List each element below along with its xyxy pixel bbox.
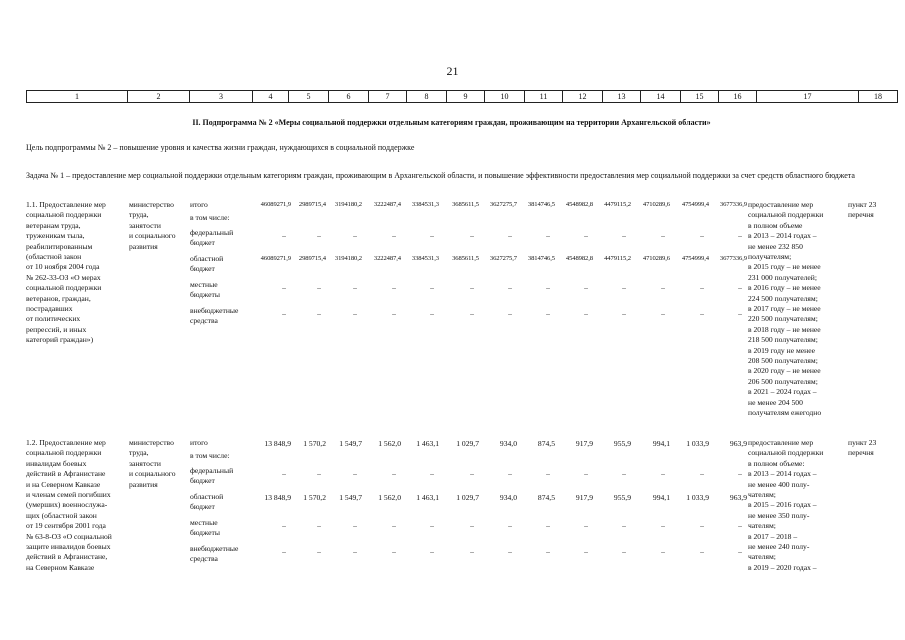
empty-value-dash: – — [392, 547, 396, 556]
task-description: Задача № 1 – предоставление мер социальной поддержки отдельным категориям граждан, проживающим в Архангельской области, и повышение эффективности предоставления мер социальной поддержки за счет средств областного бюджета — [26, 171, 855, 180]
funding-source-line: местные — [190, 280, 218, 289]
column-number-2: 2 — [128, 91, 190, 103]
empty-value-dash: – — [317, 283, 321, 292]
measure-name-line: социальной поддержки — [26, 448, 102, 458]
empty-value-dash: – — [470, 521, 474, 530]
expected-result-line: получателям ежегодно — [748, 408, 822, 417]
funding-value: 1 549,7 — [339, 439, 362, 448]
empty-value-dash: – — [430, 469, 434, 478]
empty-value-dash: – — [508, 231, 512, 240]
empty-value-dash: – — [470, 309, 474, 318]
funding-value: 963,9 — [729, 439, 747, 448]
empty-value-dash: – — [353, 231, 357, 240]
measure-name-line: № 63-8-ОЗ «О социальной — [26, 531, 112, 541]
expected-result-line: чателям; — [748, 521, 776, 531]
funding-value: 1 549,7 — [339, 493, 362, 502]
measure-name-line: 1.2. Предоставление мер — [26, 438, 106, 447]
empty-value-dash: – — [470, 547, 474, 556]
funding-value: 4710289,6 — [642, 255, 670, 262]
empty-value-dash: – — [353, 309, 357, 318]
funding-value: 13 848,9 — [264, 493, 291, 502]
executor-line: министерство — [129, 438, 174, 447]
funding-source-line: бюджеты — [190, 290, 220, 300]
expected-result-line: 220 500 получателям; — [748, 314, 818, 324]
column-number-4: 4 — [253, 91, 289, 103]
empty-value-dash: – — [353, 521, 357, 530]
funding-source-line: бюджет — [190, 502, 215, 512]
expected-result-line: в 2016 году – не менее — [748, 283, 821, 293]
expected-result-line: 224 500 получателям; — [748, 293, 818, 303]
subprogram-title: II. Подпрограмма № 2 «Меры социальной поддержки отдельным категориям граждан, проживающим на территории Архангельской области» — [192, 118, 711, 127]
empty-value-dash: – — [546, 469, 550, 478]
funding-value: 2989715,4 — [298, 255, 326, 262]
empty-value-dash: – — [392, 469, 396, 478]
expected-result-line: 208 500 получателям; — [748, 356, 818, 365]
empty-value-dash: – — [392, 309, 396, 318]
funding-value: 955,9 — [613, 439, 631, 448]
funding-value: 3685611,5 — [452, 201, 479, 208]
funding-source-line: в том числе: — [190, 213, 230, 222]
column-number-11: 11 — [525, 91, 563, 103]
measure-name-line: и членам семей погибших — [26, 490, 111, 499]
funding-source-line: местные — [190, 518, 218, 527]
funding-value: 917,9 — [575, 439, 593, 448]
funding-source-line: итого — [190, 438, 208, 447]
measure-name-line: защите инвалидов боевых — [26, 542, 111, 551]
funding-value: 994,1 — [652, 493, 670, 502]
empty-value-dash: – — [317, 547, 321, 556]
empty-value-dash: – — [700, 309, 704, 318]
empty-value-dash: – — [661, 231, 665, 240]
empty-value-dash: – — [546, 547, 550, 556]
funding-value: 934,0 — [499, 439, 517, 448]
measure-name-line: № 262-33-ОЗ «О мерах — [26, 272, 101, 282]
column-number-8: 8 — [407, 91, 447, 103]
empty-value-dash: – — [700, 469, 704, 478]
funding-value: 1 570,2 — [303, 493, 326, 502]
expected-result-line: в 2015 году – не менее — [748, 262, 821, 272]
reference-line: перечня — [848, 210, 874, 220]
empty-value-dash: – — [584, 309, 588, 318]
empty-value-dash: – — [700, 547, 704, 556]
empty-value-dash: – — [392, 521, 396, 530]
executor-line: занятости — [129, 220, 161, 230]
column-number-15: 15 — [681, 91, 719, 103]
funding-source-line: федеральный — [190, 228, 234, 237]
column-number-6: 6 — [329, 91, 369, 103]
reference-line: пункт 23 — [848, 200, 877, 209]
column-number-14: 14 — [641, 91, 681, 103]
executor-line: развития — [129, 241, 158, 251]
empty-value-dash: – — [622, 521, 626, 530]
column-number-header — [26, 90, 898, 103]
funding-value: 3685611,5 — [452, 255, 479, 262]
empty-value-dash: – — [700, 521, 704, 530]
funding-source-line: средства — [190, 554, 218, 564]
empty-value-dash: – — [282, 547, 286, 556]
measure-name-line: от 19 сентября 2001 года — [26, 521, 106, 531]
column-number-16: 16 — [719, 91, 757, 103]
empty-value-dash: – — [317, 309, 321, 318]
expected-result-line: в 2017 году – не менее — [748, 304, 821, 313]
funding-source-line: итого — [190, 200, 208, 209]
funding-value: 46089271,9 — [260, 255, 291, 262]
expected-result-line: получателям; — [748, 252, 792, 261]
expected-result-line: предоставление мер — [748, 438, 814, 447]
funding-source-line: федеральный — [190, 466, 234, 475]
funding-value: 4548982,8 — [565, 201, 593, 208]
reference-line: перечня — [848, 448, 874, 458]
funding-source-line: в том числе: — [190, 451, 230, 460]
empty-value-dash: – — [282, 283, 286, 292]
funding-source-line: внебюджетные — [190, 544, 239, 553]
empty-value-dash: – — [508, 309, 512, 318]
measure-name-line: реабилитированным — [26, 241, 93, 251]
funding-value: 874,5 — [537, 493, 555, 502]
empty-value-dash: – — [546, 283, 550, 292]
funding-value: 3814746,5 — [527, 201, 555, 208]
funding-value: 46089271,9 — [260, 201, 291, 208]
funding-value: 1 033,9 — [686, 493, 709, 502]
column-number-18: 18 — [859, 91, 898, 103]
empty-value-dash: – — [508, 521, 512, 530]
empty-value-dash: – — [430, 521, 434, 530]
empty-value-dash: – — [392, 231, 396, 240]
empty-value-dash: – — [661, 521, 665, 530]
empty-value-dash: – — [470, 283, 474, 292]
empty-value-dash: – — [622, 231, 626, 240]
empty-value-dash: – — [622, 547, 626, 556]
empty-value-dash: – — [738, 469, 742, 478]
measure-name-line: социальной поддержки — [26, 210, 102, 220]
empty-value-dash: – — [546, 309, 550, 318]
funding-value: 3677336,9 — [719, 201, 747, 208]
empty-value-dash: – — [430, 283, 434, 292]
funding-value: 994,1 — [652, 439, 670, 448]
measure-name-line: инвалидам боевых — [26, 458, 87, 468]
column-number-9: 9 — [447, 91, 485, 103]
empty-value-dash: – — [738, 309, 742, 318]
empty-value-dash: – — [584, 521, 588, 530]
column-number-17: 17 — [757, 91, 859, 103]
funding-source-line: внебюджетные — [190, 306, 239, 315]
empty-value-dash: – — [738, 283, 742, 292]
measure-name-line: ветеранам труда, — [26, 220, 81, 230]
funding-source-line: бюджет — [190, 238, 215, 248]
funding-source-line: областной — [190, 492, 224, 501]
empty-value-dash: – — [317, 521, 321, 530]
empty-value-dash: – — [430, 547, 434, 556]
column-number-10: 10 — [485, 91, 525, 103]
empty-value-dash: – — [661, 547, 665, 556]
funding-value: 2989715,4 — [298, 201, 326, 208]
page-number: 21 — [446, 64, 459, 78]
empty-value-dash: – — [546, 231, 550, 240]
empty-value-dash: – — [282, 521, 286, 530]
funding-value: 874,5 — [537, 439, 555, 448]
empty-value-dash: – — [584, 469, 588, 478]
empty-value-dash: – — [470, 469, 474, 478]
empty-value-dash: – — [738, 521, 742, 530]
empty-value-dash: – — [584, 547, 588, 556]
empty-value-dash: – — [508, 547, 512, 556]
expected-result-line: в 2020 году – не менее — [748, 366, 821, 376]
empty-value-dash: – — [738, 231, 742, 240]
measure-name-line: социальной поддержки — [26, 283, 102, 293]
expected-result-line: в 2013 – 2014 годах – — [748, 469, 817, 479]
measure-name-line: действий в Афганистане — [26, 469, 106, 479]
empty-value-dash: – — [661, 469, 665, 478]
expected-result-line: не менее 240 полу- — [748, 542, 810, 551]
measure-name-line: ветеранов, граждан, — [26, 293, 91, 303]
empty-value-dash: – — [622, 469, 626, 478]
empty-value-dash: – — [430, 231, 434, 240]
measure-name-line: пострадавших — [26, 304, 73, 313]
empty-value-dash: – — [317, 469, 321, 478]
funding-value: 4710289,6 — [642, 201, 670, 208]
expected-result-line: в 2021 – 2024 годах – — [748, 387, 817, 397]
funding-value: 1 029,7 — [456, 493, 479, 502]
empty-value-dash: – — [738, 547, 742, 556]
measure-name-line: 1.1. Предоставление мер — [26, 200, 106, 209]
funding-source-line: бюджеты — [190, 528, 220, 538]
executor-line: занятости — [129, 458, 161, 468]
funding-value: 934,0 — [499, 493, 517, 502]
empty-value-dash: – — [584, 283, 588, 292]
expected-result-line: социальной поддержки — [748, 210, 824, 220]
expected-result-line: 218 500 получателям; — [748, 335, 818, 345]
funding-value: 917,9 — [575, 493, 593, 502]
expected-result-line: чателям; — [748, 490, 776, 499]
funding-value: 3194180,2 — [334, 201, 362, 208]
funding-value: 13 848,9 — [264, 439, 291, 448]
empty-value-dash: – — [317, 231, 321, 240]
funding-value: 4754999,4 — [681, 201, 709, 208]
funding-value: 1 029,7 — [456, 439, 479, 448]
measure-name-line: щих (областной закон — [26, 510, 97, 520]
measure-name-line: на Северном Кавказе — [26, 562, 95, 572]
expected-result-line: не менее 232 850 — [748, 241, 803, 251]
expected-result-line: в 2019 году не менее — [748, 345, 815, 355]
expected-result-line: чателям; — [748, 552, 776, 562]
measure-name-line: труженикам тыла, — [26, 231, 85, 241]
empty-value-dash: – — [622, 309, 626, 318]
empty-value-dash: – — [508, 469, 512, 478]
empty-value-dash: – — [546, 521, 550, 530]
funding-value: 3222487,4 — [373, 255, 401, 262]
funding-value: 4479115,2 — [604, 201, 631, 208]
funding-source-line: средства — [190, 316, 218, 326]
executor-line: труда, — [129, 448, 149, 458]
funding-value: 3627275,7 — [489, 201, 517, 208]
funding-value: 1 562,0 — [378, 493, 401, 502]
funding-source-line: областной — [190, 254, 224, 263]
funding-value: 4548982,8 — [565, 255, 593, 262]
funding-value: 4479115,2 — [604, 255, 631, 262]
expected-result-line: не менее 400 полу- — [748, 479, 810, 489]
measure-name-line: действий в Афганистане, — [26, 552, 108, 562]
empty-value-dash: – — [353, 547, 357, 556]
expected-result-line: не менее 204 500 — [748, 397, 803, 407]
empty-value-dash: – — [661, 283, 665, 292]
funding-value: 1 570,2 — [303, 439, 326, 448]
executor-line: труда, — [129, 210, 149, 220]
reference-line: пункт 23 — [848, 438, 877, 447]
column-number-13: 13 — [603, 91, 641, 103]
funding-value: 3814746,5 — [527, 255, 555, 262]
executor-line: министерство — [129, 200, 174, 209]
empty-value-dash: – — [622, 283, 626, 292]
funding-value: 3384531,3 — [411, 201, 439, 208]
funding-value: 3677336,9 — [719, 255, 747, 262]
measure-name-line: от политических — [26, 314, 81, 324]
measure-name-line: (умерших) военнослужа- — [26, 500, 108, 510]
measure-name-line: (областной закон — [26, 252, 82, 261]
expected-result-line: в 2015 – 2016 годах – — [748, 500, 817, 510]
funding-source-line: бюджет — [190, 476, 215, 486]
executor-line: и социального — [129, 231, 176, 241]
expected-result-line: не менее 350 полу- — [748, 510, 810, 520]
funding-value: 1 033,9 — [686, 439, 709, 448]
expected-result-line: в полном объеме — [748, 220, 803, 230]
funding-value: 1 463,1 — [416, 493, 439, 502]
measure-name-line: и на Северном Кавказе — [26, 479, 101, 489]
executor-line: и социального — [129, 469, 176, 479]
expected-result-line: 231 000 получателей; — [748, 272, 817, 282]
expected-result-line: в 2019 – 2020 годах – — [748, 562, 817, 572]
funding-value: 3222487,4 — [373, 201, 401, 208]
empty-value-dash: – — [282, 469, 286, 478]
empty-value-dash: – — [700, 231, 704, 240]
empty-value-dash: – — [584, 231, 588, 240]
measure-name-line: категорий граждан») — [26, 335, 94, 345]
column-number-3: 3 — [190, 91, 253, 103]
funding-value: 4754999,4 — [681, 255, 709, 262]
funding-value: 1 463,1 — [416, 439, 439, 448]
empty-value-dash: – — [430, 309, 434, 318]
empty-value-dash: – — [353, 469, 357, 478]
expected-result-line: в 2013 – 2014 годах – — [748, 231, 817, 241]
empty-value-dash: – — [470, 231, 474, 240]
column-number-7: 7 — [369, 91, 407, 103]
funding-value: 963,9 — [729, 493, 747, 502]
funding-value: 1 562,0 — [378, 439, 401, 448]
subprogram-goal: Цель подпрограммы № 2 – повышение уровня и качества жизни граждан, нуждающихся в социальной поддержке — [26, 143, 415, 152]
funding-value: 3384531,3 — [411, 255, 439, 262]
empty-value-dash: – — [282, 309, 286, 318]
expected-result-line: предоставление мер — [748, 200, 814, 209]
measure-name-line: от 10 ноября 2004 года — [26, 262, 100, 272]
empty-value-dash: – — [392, 283, 396, 292]
funding-value: 3627275,7 — [489, 255, 517, 262]
measure-name-line: репрессий, и иных — [26, 324, 87, 334]
expected-result-line: в 2018 году – не менее — [748, 324, 821, 334]
executor-line: развития — [129, 479, 158, 489]
expected-result-line: в полном объеме: — [748, 458, 805, 468]
empty-value-dash: – — [700, 283, 704, 292]
expected-result-line: в 2017 – 2018 – — [748, 531, 798, 541]
funding-value: 955,9 — [613, 493, 631, 502]
empty-value-dash: – — [282, 231, 286, 240]
empty-value-dash: – — [661, 309, 665, 318]
column-number-5: 5 — [289, 91, 329, 103]
expected-result-line: 206 500 получателям; — [748, 376, 818, 386]
funding-value: 3194180,2 — [334, 255, 362, 262]
funding-source-line: бюджет — [190, 264, 215, 274]
column-number-1: 1 — [27, 91, 128, 103]
empty-value-dash: – — [353, 283, 357, 292]
empty-value-dash: – — [508, 283, 512, 292]
column-number-12: 12 — [563, 91, 603, 103]
expected-result-line: социальной поддержки — [748, 448, 824, 458]
